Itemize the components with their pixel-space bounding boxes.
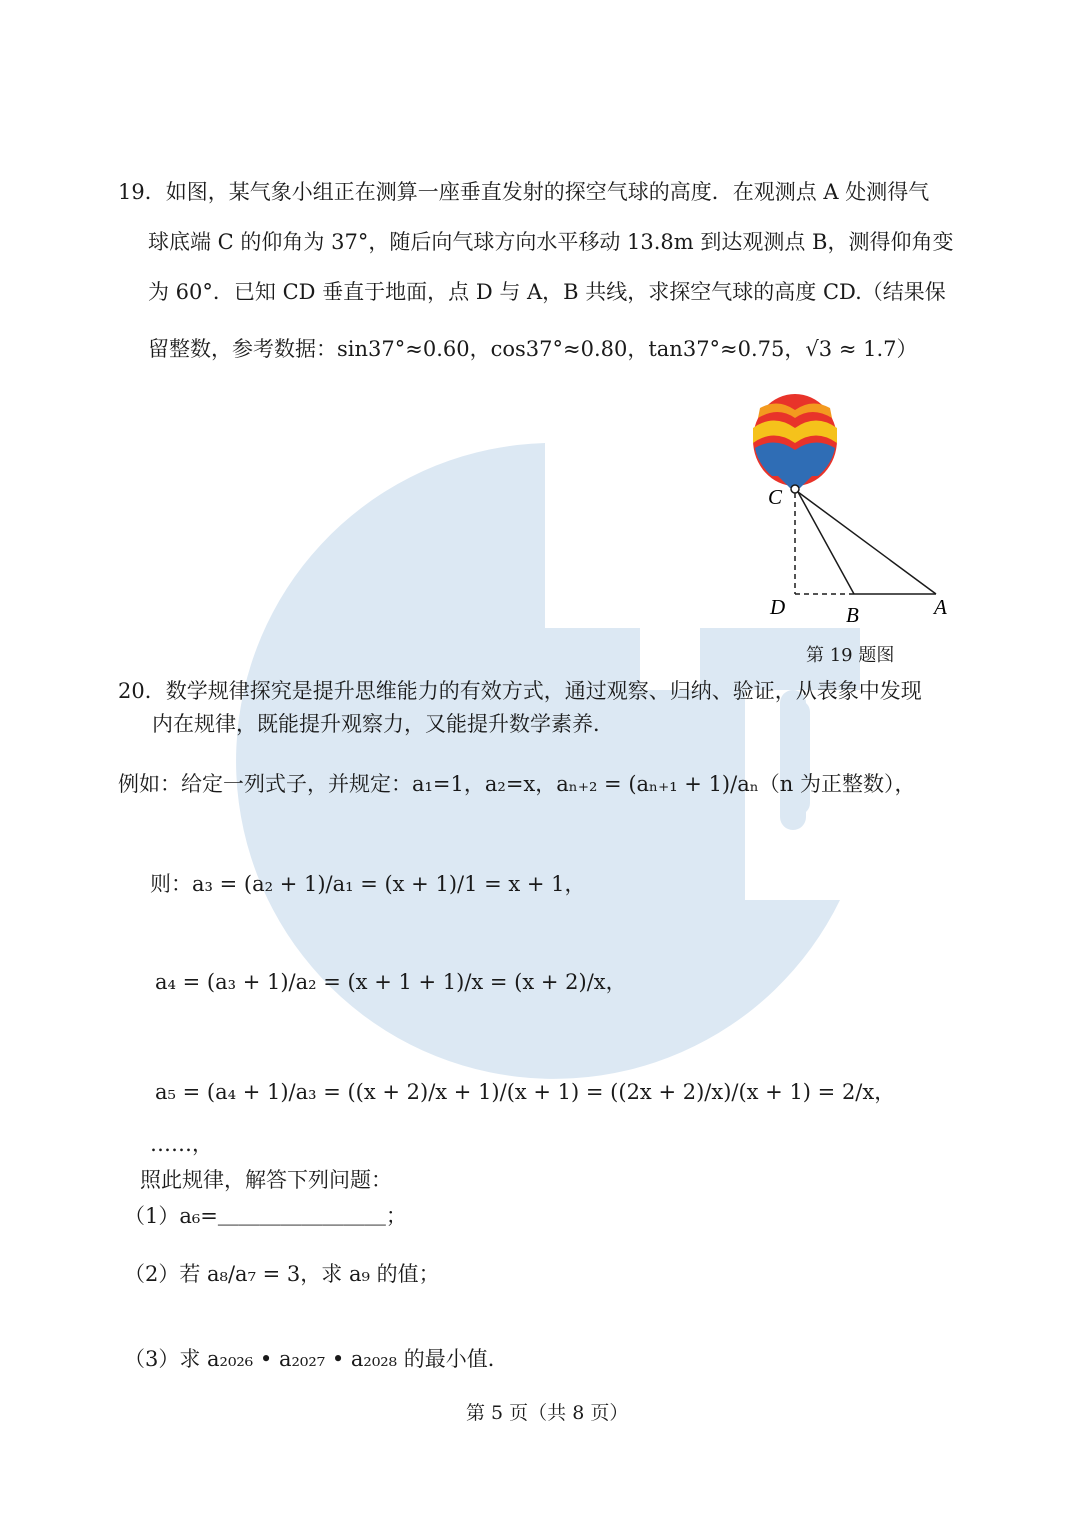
label-a: A xyxy=(934,595,947,619)
q19-line1 xyxy=(118,180,929,205)
figure-caption: 第 19 题图 xyxy=(806,645,895,666)
q20-follow: 照此规律，解答下列问题： xyxy=(140,1168,392,1192)
q20-number: 20． xyxy=(118,679,166,703)
q20-intro2: 内在规律，既能提升观察力，又能提升数学素养． xyxy=(152,712,614,736)
q19-line4: 留整数，参考数据：sin37°≈0.60，cos37°≈0.80，tan37°≈0.75，√3 ≈ 1.7） xyxy=(148,337,918,361)
label-d: D xyxy=(770,595,786,619)
q19-text-line1: 如图，某气象小组正在测算一座垂直发射的探空气球的高度．在观测点 A 处测得气 xyxy=(165,180,930,204)
q20-a3: 则：a₃ = (a₂ + 1)/a₁ = (x + 1)/1 = x + 1， xyxy=(150,872,586,896)
label-b: B xyxy=(846,603,859,627)
q20-dots: ……， xyxy=(150,1132,213,1156)
q19-line2: 球底端 C 的仰角为 37°，随后向气球方向水平移动 13.8m 到达观测点 B，测得仰角变 xyxy=(148,230,954,254)
q20-part2: （2）若 a₈/a₇ = 3，求 a₉ 的值； xyxy=(124,1262,440,1286)
q20-intro1: 数学规律探究是提升思维能力的有效方式，通过观察、归纳、验证，从表象中发现 xyxy=(165,679,922,703)
q20-part1: （1）a₆=＿＿＿＿＿＿＿＿； xyxy=(124,1204,407,1228)
label-c: C xyxy=(768,485,783,509)
q20-line1 xyxy=(118,679,922,704)
q20-a5: a₅ = (a₄ + 1)/a₃ = ((x + 2)/x + 1)/(x + 1) = ((2x + 2)/x)/(x + 1) = 2/x， xyxy=(155,1080,896,1104)
q20-a4: a₄ = (a₃ + 1)/a₂ = (x + 1 + 1)/x = (x + 2)/x， xyxy=(155,970,627,994)
q19-figure xyxy=(740,388,970,628)
q19-number: 19． xyxy=(118,180,166,204)
q20-part3: （3）求 a₂₀₂₆ • a₂₀₂₇ • a₂₀₂₈ 的最小值． xyxy=(124,1347,509,1371)
balloon-icon xyxy=(753,394,837,488)
page-footer: 第 5 页（共 8 页） xyxy=(466,1402,629,1424)
q19-line3: 为 60°．已知 CD 垂直于地面，点 D 与 A，B 共线，求探空气球的高度 CD.（结果保 xyxy=(148,280,946,304)
q20-example: 例如：给定一列式子，并规定：a₁=1，a₂=x，aₙ₊₂ = (aₙ₊₁ + 1)/aₙ（n 为正整数）， xyxy=(118,772,916,796)
